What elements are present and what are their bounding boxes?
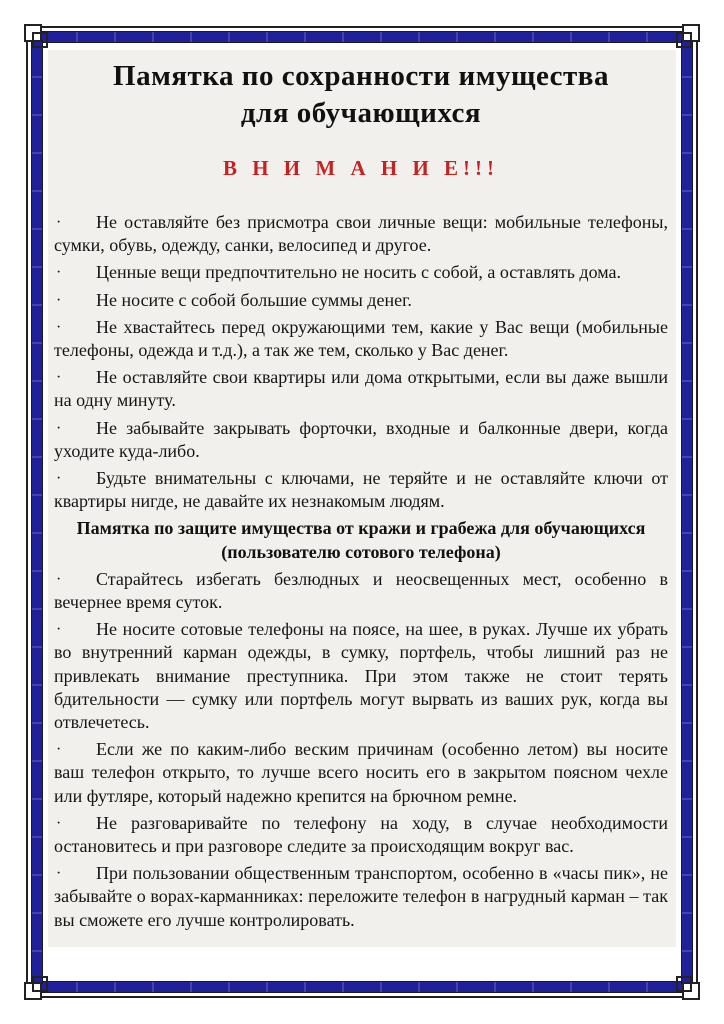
bullet-marker: · xyxy=(56,214,62,231)
list-item-text: Ценные вещи предпочтительно не носить с собой, а оставлять дома. xyxy=(96,262,621,283)
list-item xyxy=(54,289,668,312)
section-subheading-line2: (пользователю сотового телефона) xyxy=(221,541,501,562)
list-item-text: Будьте внимательны с ключами, не теряйте и не оставляйте ключи от квартиры нигде, не давайте их незнакомым людям. xyxy=(54,468,668,512)
corner-ornament-top-left-inner xyxy=(32,32,48,48)
list-item-text: Не забывайте закрывать форточки, входные и балконные двери, когда уходите куда-либо. xyxy=(54,417,668,461)
corner-ornament-top-right-inner xyxy=(676,32,692,48)
list-item-text: Не хвастайтесь перед окружающими тем, какие у Вас вещи (мобильные телефоны, одежда и т.д.), а так же тем, сколько у Вас денег. xyxy=(54,316,668,361)
bullet-marker: · xyxy=(56,318,62,336)
bullet-marker: · xyxy=(56,621,62,639)
bullet-marker: · xyxy=(56,369,62,387)
bullet-marker: · xyxy=(56,865,62,883)
list-item-text: Не оставляйте свои квартиры или дома открытыми, если вы даже вышли на одну минуту. xyxy=(54,367,668,411)
list-item-text: Если же по каким-либо веским причинам (особенно летом) вы носите ваш телефон открыто, то лучше всего носить его в закрытом поясном чехле или футляре, который надежно крепится на брючном ремне. xyxy=(54,739,668,806)
bullet-marker: · xyxy=(56,419,62,437)
bullet-marker: · xyxy=(56,264,62,282)
section-subheading-line1: Памятка по защите имущества от кражи и грабежа для обучающихся xyxy=(76,518,646,539)
list-item xyxy=(54,618,668,734)
corner-ornament-bottom-left-inner xyxy=(32,976,48,992)
list-item xyxy=(54,261,668,284)
list-item-text: Не носите с собой большие суммы денег. xyxy=(96,289,412,310)
list-item xyxy=(54,417,668,463)
bullet-marker: · xyxy=(56,470,62,488)
page-title-line1: Памятка по сохранности имущества xyxy=(113,60,609,92)
list-item-text: Старайтесь избегать безлюдных и неосвещенных мест, особенно в вечернее время суток. xyxy=(54,568,668,613)
list-item-text: Не оставляйте без присмотра свои личные вещи: мобильные телефоны, сумки, обувь, одежду, санки, велосипед и другое. xyxy=(54,212,668,256)
list-item xyxy=(54,568,668,614)
bullet-marker: · xyxy=(56,570,62,588)
bullet-marker: · xyxy=(56,291,62,309)
list-item xyxy=(54,366,668,412)
list-item xyxy=(54,812,668,858)
page-title xyxy=(54,58,668,132)
bullet-marker: · xyxy=(56,741,62,759)
corner-ornament-bottom-right-inner xyxy=(676,976,692,992)
list-item xyxy=(54,316,668,362)
frame-band-top xyxy=(40,31,684,43)
section-subheading xyxy=(54,517,668,563)
attention-heading: В Н И М А Н И Е!!! xyxy=(222,156,500,180)
list-item xyxy=(54,738,668,808)
list-item xyxy=(54,467,668,513)
frame-band-left xyxy=(31,40,43,984)
frame-band-bottom xyxy=(40,981,684,993)
list-item-text: Не носите сотовые телефоны на поясе, на шее, в руках. Лучше их убрать во внутренний карман одежды, в сумку, портфель, чтобы лишний раз не привлекать внимание преступника. При этом также не стоит терять бдительности — сумку или портфель могут вырвать из ваших рук, когда вы отвлечетесь. xyxy=(54,619,668,733)
frame-band-right xyxy=(681,40,693,984)
list-item xyxy=(54,211,668,257)
page-title-line2: для обучающихся xyxy=(240,97,482,129)
document-content xyxy=(48,50,676,947)
list-item-text: При пользовании общественным транспортом, особенно в «часы пик», не забывайте о ворах-карманниках: переложите телефон в нагрудный карман – так вы сможете его лучше контролировать. xyxy=(54,863,668,930)
list-item-text: Не разговаривайте по телефону на ходу, в случае необходимости остановитесь и при разговоре следите за происходящим вокруг вас. xyxy=(54,812,668,857)
bullet-marker: · xyxy=(56,814,62,832)
list-item xyxy=(54,862,668,932)
body-text xyxy=(54,211,668,932)
